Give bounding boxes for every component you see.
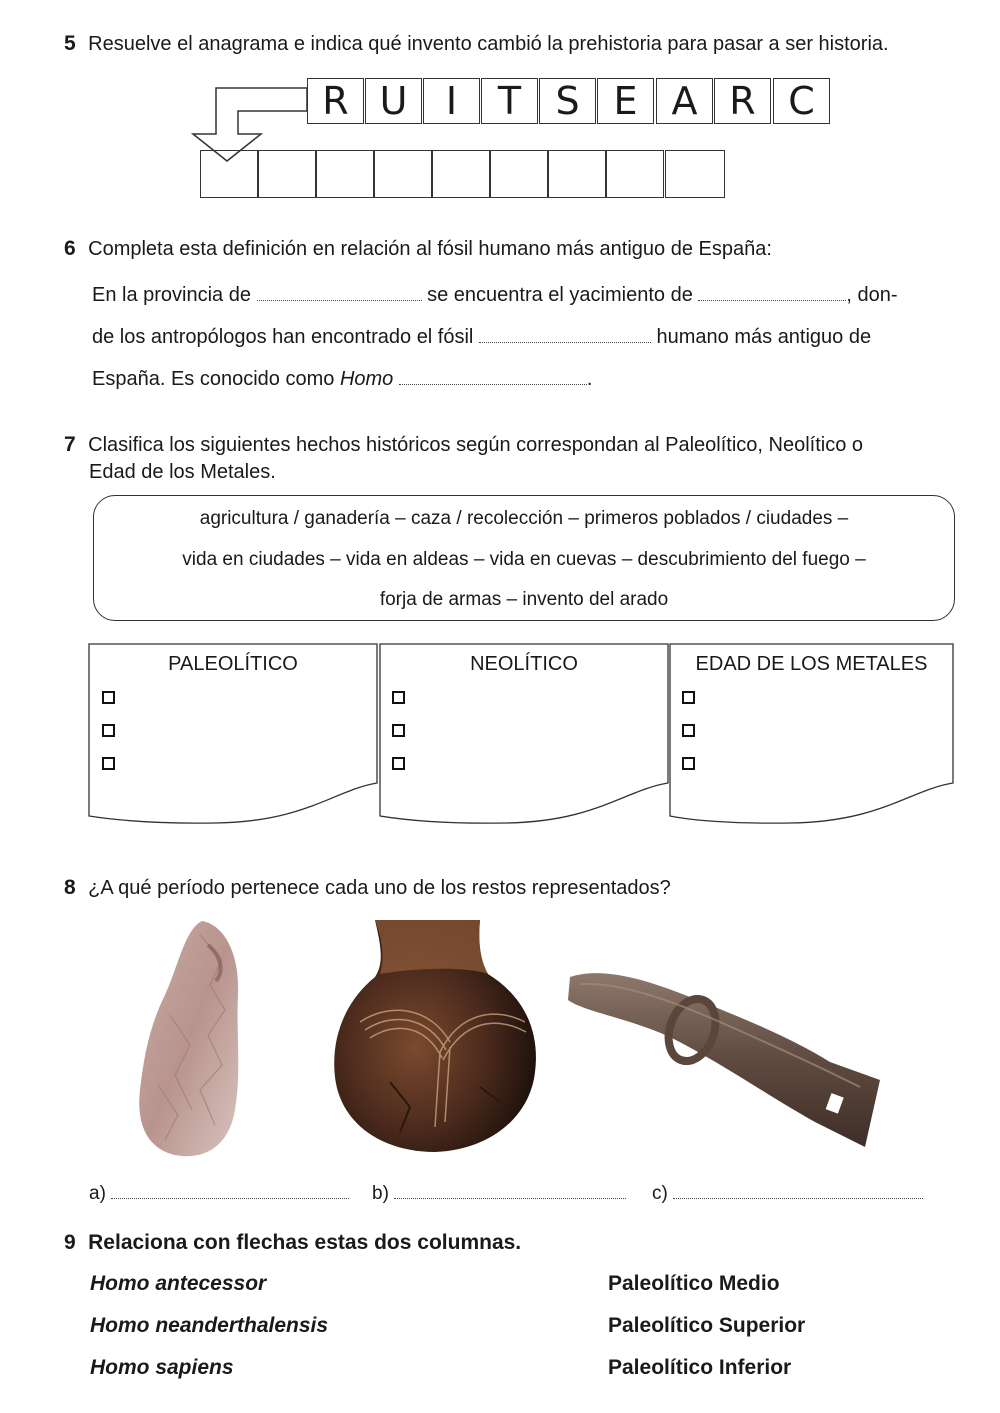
q6-text: En la provincia de	[92, 284, 251, 306]
blank-fossil[interactable]	[479, 341, 651, 343]
label-a: a)	[89, 1183, 106, 1204]
letter-box: T	[481, 78, 538, 124]
answer-box[interactable]	[258, 150, 316, 198]
blank-site[interactable]	[698, 299, 846, 301]
col-title-metales: EDAD DE LOS METALES	[695, 653, 928, 675]
period-item[interactable]: Paleolítico Superior	[608, 1314, 806, 1337]
q6-header	[64, 237, 772, 261]
q6-line-1	[92, 284, 898, 307]
q6-text: .	[586, 368, 593, 390]
species-item[interactable]: Homo antecessor	[90, 1272, 267, 1295]
checkbox[interactable]	[102, 691, 115, 704]
species-item[interactable]: Homo sapiens	[90, 1356, 234, 1379]
q6-text: España. Es conocido como	[92, 368, 335, 390]
q6-line-3	[92, 368, 592, 391]
stone-handaxe-image	[130, 915, 250, 1165]
checkbox[interactable]	[682, 757, 695, 770]
col-title-paleolitico: PALEOLÍTICO	[168, 653, 298, 675]
q7-header	[64, 433, 863, 457]
q6-text: Homo	[339, 368, 394, 390]
q7-number: 7	[64, 433, 76, 456]
q8-prompt: ¿A qué período pertenece cada uno de los restos representados?	[88, 877, 671, 899]
answer-box[interactable]	[432, 150, 490, 198]
answer-box[interactable]	[665, 150, 725, 198]
letter-box: C	[773, 78, 830, 124]
period-item[interactable]: Paleolítico Inferior	[608, 1356, 792, 1379]
letter-box: A	[656, 78, 713, 124]
q8-answer-c	[652, 1183, 923, 1205]
q6-number: 6	[64, 237, 76, 260]
blank-a[interactable]	[111, 1197, 349, 1199]
checkbox[interactable]	[102, 724, 115, 737]
answer-box[interactable]	[490, 150, 548, 198]
q9-header	[64, 1231, 521, 1255]
metal-axe-image	[560, 962, 890, 1152]
letter-box: R	[307, 78, 364, 124]
q6-prompt: Completa esta definición en relación al fósil humano más antiguo de España:	[88, 238, 772, 260]
answer-box[interactable]	[606, 150, 664, 198]
q8-header	[64, 876, 671, 900]
q6-text: humano más antiguo de	[656, 326, 872, 348]
q9-prompt: Relaciona con flechas estas dos columnas.	[88, 1231, 522, 1254]
blank-b[interactable]	[394, 1197, 626, 1199]
answer-box[interactable]	[316, 150, 374, 198]
terms-line-3: forja de armas – invento del arado	[379, 589, 669, 610]
letter-box: R	[714, 78, 771, 124]
q6-text: , don-	[846, 284, 898, 306]
blank-province[interactable]	[257, 299, 422, 301]
checkbox[interactable]	[392, 691, 405, 704]
species-item[interactable]: Homo neanderthalensis	[90, 1314, 329, 1337]
checkbox[interactable]	[102, 757, 115, 770]
label-c: c)	[652, 1183, 668, 1204]
checkbox[interactable]	[682, 724, 695, 737]
letter-box: I	[423, 78, 480, 124]
blank-c[interactable]	[673, 1197, 923, 1199]
q7-prompt-1: Clasifica los siguientes hechos históricos según correspondan al Paleolítico, Neolítico o	[88, 434, 864, 456]
q6-line-2	[92, 326, 871, 349]
blank-species[interactable]	[399, 383, 587, 385]
answer-box[interactable]	[374, 150, 432, 198]
checkbox[interactable]	[682, 691, 695, 704]
checkbox[interactable]	[392, 757, 405, 770]
label-b: b)	[372, 1183, 389, 1204]
q5-number: 5	[64, 32, 76, 55]
answer-box[interactable]	[200, 150, 258, 198]
letter-box: U	[365, 78, 422, 124]
ceramic-vessel-image	[330, 912, 540, 1162]
answer-box[interactable]	[548, 150, 606, 198]
q8-answer-a	[89, 1183, 349, 1205]
terms-line-1: agricultura / ganadería – caza / recolección – primeros poblados / ciudades –	[199, 508, 849, 529]
q7-prompt-2: Edad de los Metales.	[89, 461, 276, 483]
letter-box: S	[539, 78, 596, 124]
letter-box: E	[597, 78, 654, 124]
period-item[interactable]: Paleolítico Medio	[608, 1272, 780, 1295]
q8-answer-b	[372, 1183, 626, 1205]
checkbox[interactable]	[392, 724, 405, 737]
q9-number: 9	[64, 1231, 76, 1254]
col-title-neolitico: NEOLÍTICO	[470, 653, 578, 675]
terms-box	[93, 495, 955, 621]
q5-header	[64, 32, 889, 56]
terms-line-2: vida en ciudades – vida en aldeas – vida en cuevas – descubrimiento del fuego –	[182, 549, 866, 570]
q6-text: de los antropólogos han encontrado el fósil	[92, 326, 474, 348]
q6-text: se encuentra el yacimiento de	[427, 284, 693, 306]
q5-prompt: Resuelve el anagrama e indica qué invento cambió la prehistoria para pasar a ser historia.	[88, 33, 889, 55]
q8-number: 8	[64, 876, 76, 899]
